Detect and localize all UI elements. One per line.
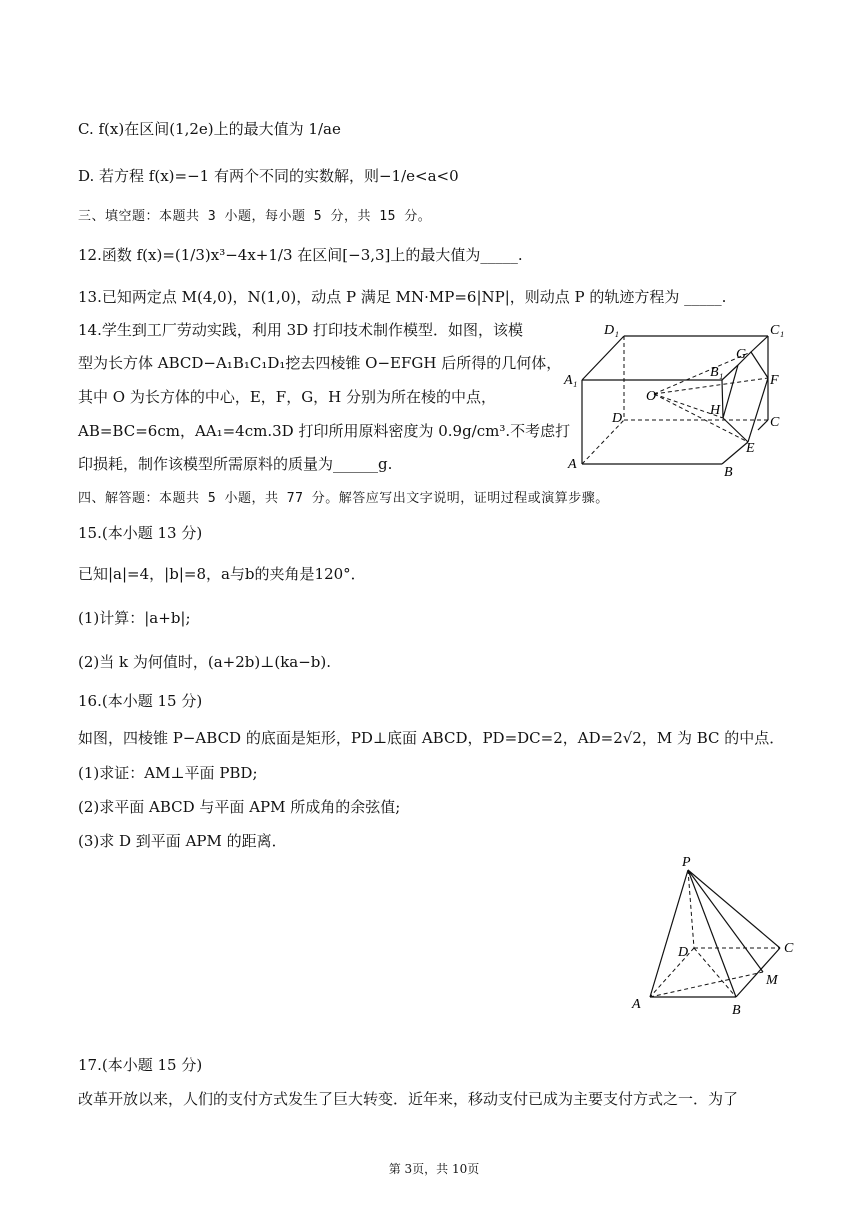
question-12: 12.函数 f(x)=(1/3)x³−4x+1/3 在区间[−3,3]上的最大值为_____. — [78, 246, 523, 264]
question-13: 13.已知两定点 M(4,0)，N(1,0)，动点 P 满足 MN·MP=6|NP|，则动点 P 的轨迹方程为 _____. — [78, 288, 727, 306]
label-g: G — [736, 347, 747, 362]
label-a1: A₁ — [564, 373, 578, 388]
label-a: A — [568, 457, 577, 472]
question-16-part-1: (1)求证：AM⊥平面 PBD; — [78, 764, 258, 782]
label-p: P — [682, 855, 691, 870]
question-17-title: 17.(本小题 15 分) — [78, 1056, 203, 1074]
question-16-part-3: (3)求 D 到平面 APM 的距离． — [78, 832, 287, 850]
label-m: M — [766, 973, 778, 988]
label-c1: C₁ — [770, 323, 785, 338]
question-14-line-3: 其中 O 为长方体的中心，E，F，G，H 分别为所在棱的中点， — [78, 388, 497, 406]
question-16-part-2: (2)求平面 ABCD 与平面 APM 所成角的余弦值; — [78, 798, 401, 816]
question-16-given: 如图，四棱锥 P−ABCD 的底面是矩形，PD⊥底面 ABCD，PD=DC=2，AD=2√2，M 为 BC 的中点． — [78, 729, 785, 747]
section-3-heading: 三、填空题：本题共 3 小题，每小题 5 分，共 15 分。 — [78, 209, 432, 224]
question-14-line-1: 14.学生到工厂劳动实践，利用 3D 打印技术制作模型．如图，该模 — [78, 321, 523, 339]
label-f: F — [770, 373, 779, 388]
option-d: D. 若方程 f(x)=−1 有两个不同的实数解，则−1/e<a<0 — [78, 167, 459, 185]
label-o: O — [646, 389, 657, 404]
question-15-given: 已知|a|=4，|b|=8，a与b的夹角是120°． — [78, 565, 366, 583]
label-c: C — [784, 941, 794, 956]
label-b: B — [732, 1003, 741, 1018]
label-d1: D₁ — [604, 323, 619, 338]
label-d: D — [678, 945, 689, 960]
section-4-heading: 四、解答题：本题共 5 小题，共 77 分。解答应写出文字说明，证明过程或演算步骤。 — [78, 491, 609, 506]
cuboid-figure — [560, 318, 800, 478]
option-c: C. f(x)在区间(1,2e)上的最大值为 1/ae — [78, 120, 341, 138]
label-a: A — [632, 997, 641, 1012]
label-e: E — [746, 441, 755, 456]
label-b1: B₁ — [710, 365, 724, 380]
question-15-part-2: (2)当 k 为何值时，(a+2b)⊥(ka−b). — [78, 653, 332, 671]
question-15-title: 15.(本小题 13 分) — [78, 524, 203, 542]
label-b: B — [724, 465, 733, 478]
label-c: C — [770, 415, 780, 430]
question-16-title: 16.(本小题 15 分) — [78, 692, 203, 710]
question-14-line-2: 型为长方体 ABCD−A₁B₁C₁D₁挖去四棱锥 O−EFGH 后所得的几何体， — [78, 354, 562, 372]
pyramid-figure — [626, 852, 806, 1022]
question-15-part-1: (1)计算：|a+b|; — [78, 609, 191, 627]
question-14-line-5: 印损耗，制作该模型所需原料的质量为______g. — [78, 455, 393, 473]
label-d: D — [612, 411, 623, 426]
question-14-line-4: AB=BC=6cm，AA₁=4cm.3D 打印所用原料密度为 0.9g/cm³.不考虑打 — [78, 422, 571, 440]
question-17-text: 改革开放以来，人们的支付方式发生了巨大转变．近年来，移动支付已成为主要支付方式之一．为了 — [78, 1090, 739, 1108]
page-footer: 第 3页，共 10页 — [388, 1162, 480, 1176]
label-h: H — [710, 403, 721, 418]
